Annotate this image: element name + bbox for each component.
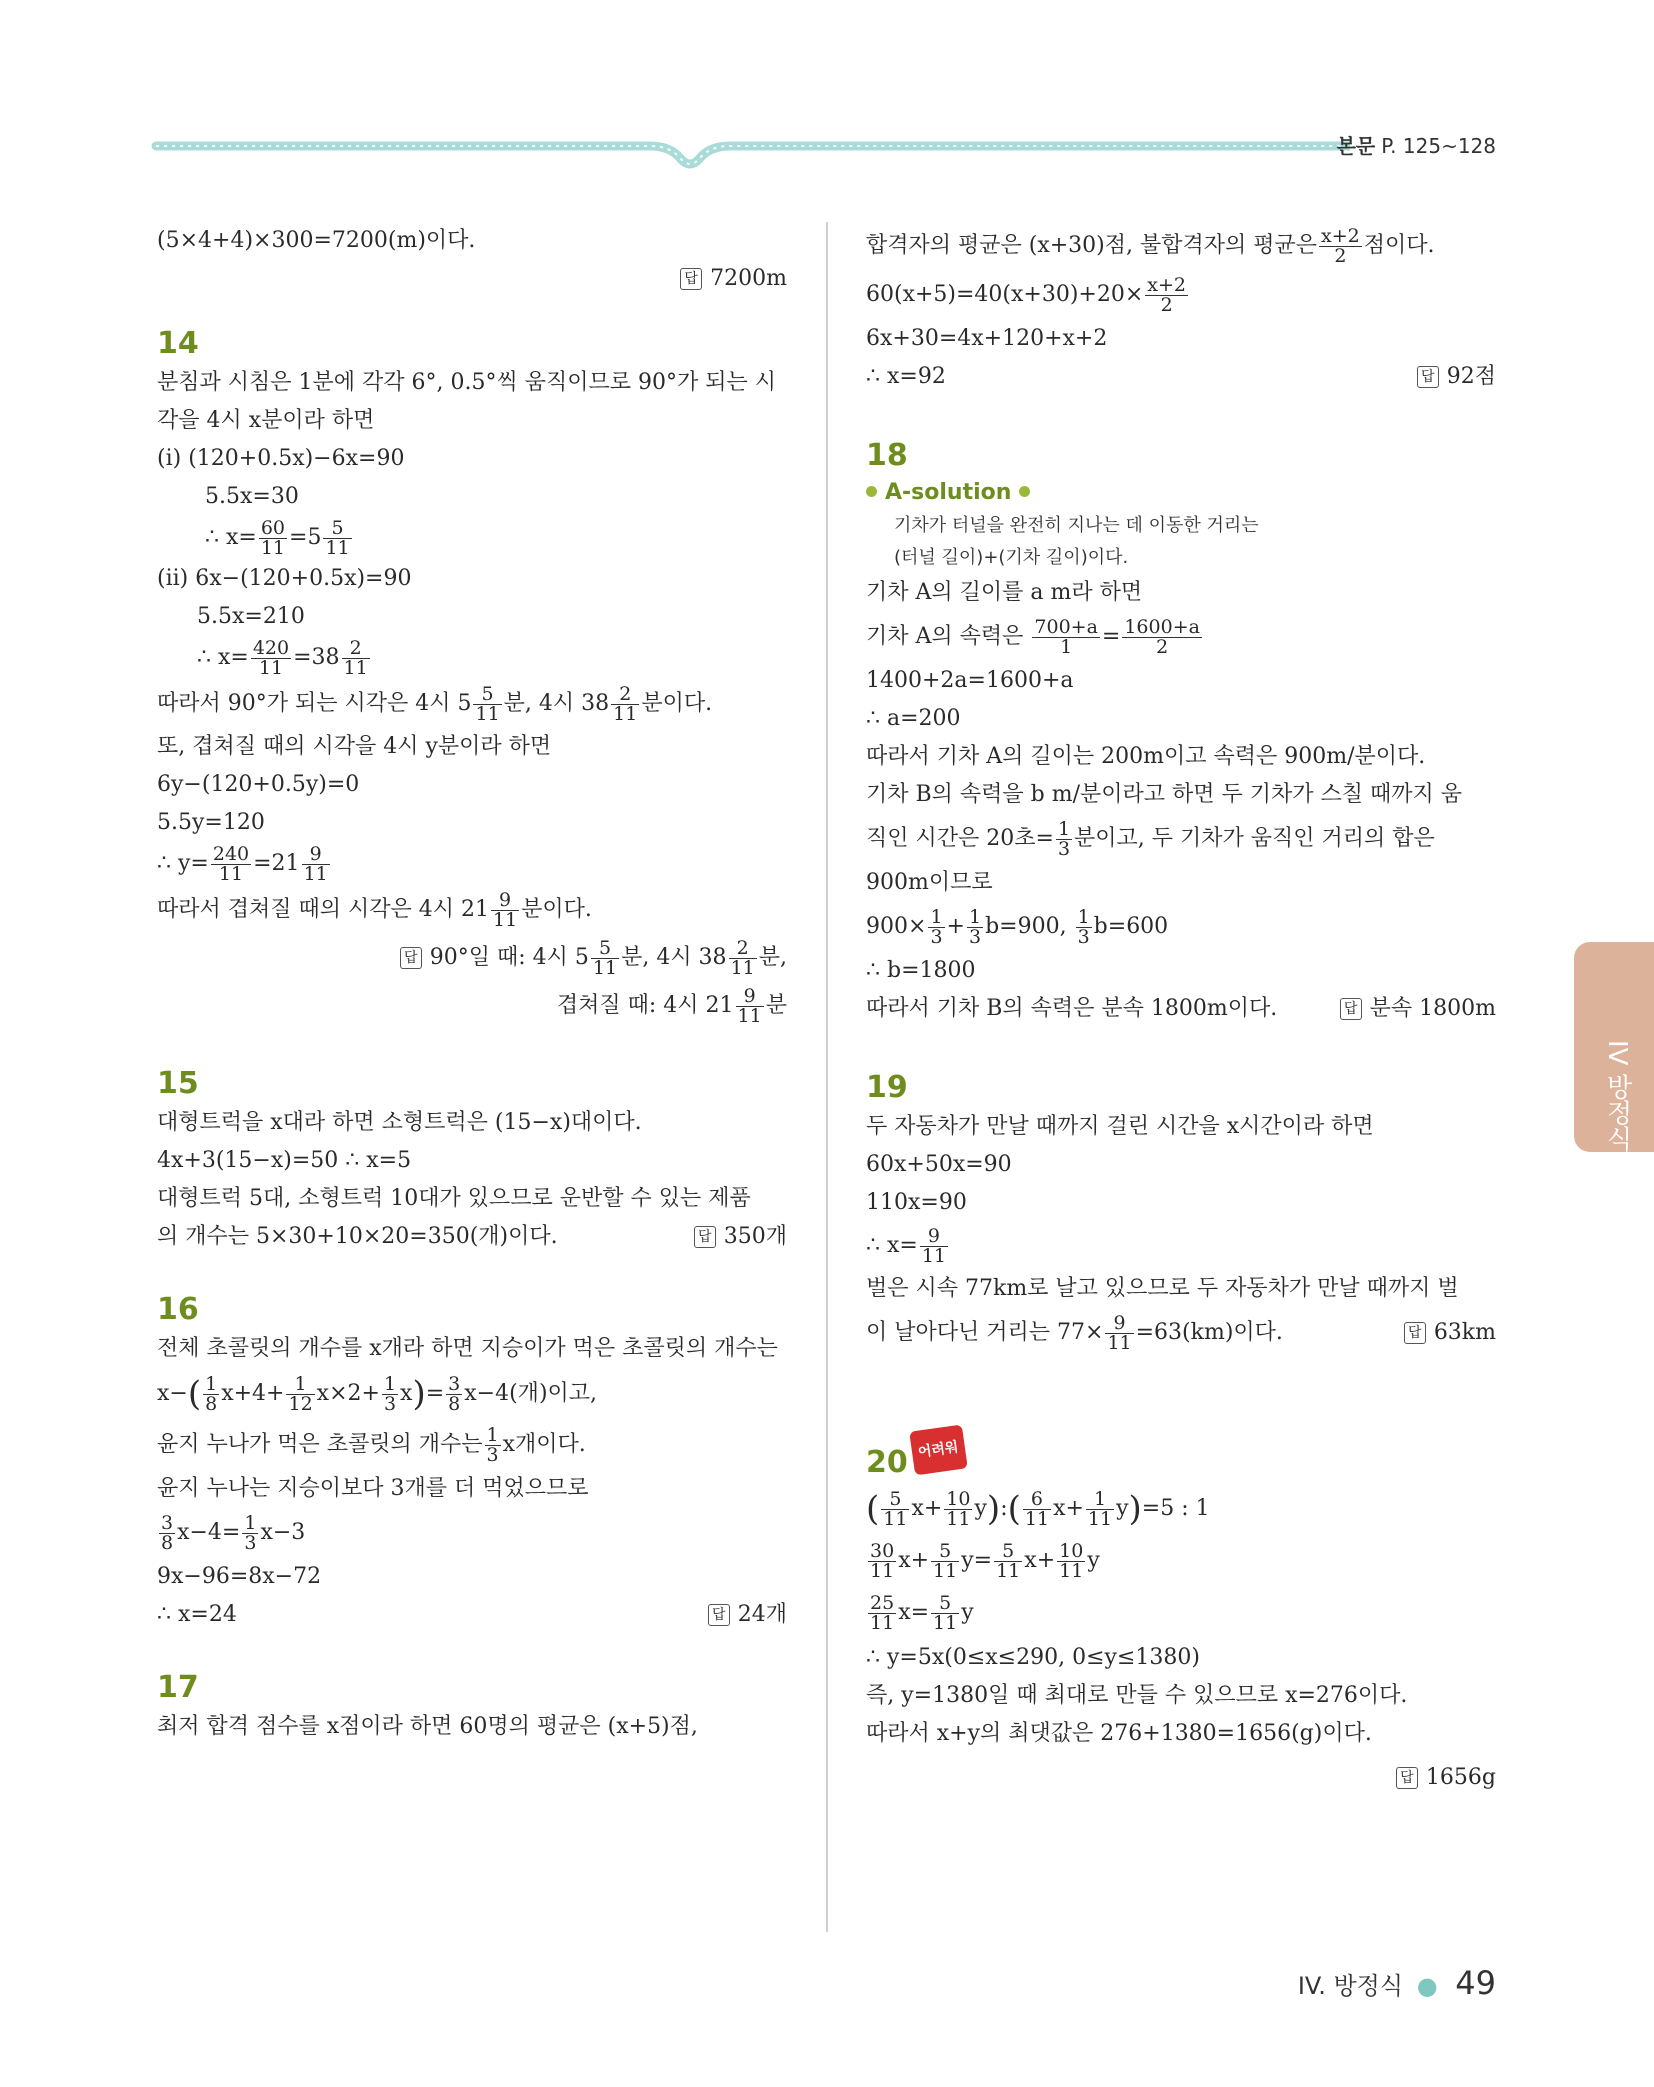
problem-18-number: 18 xyxy=(866,438,908,473)
footer-chapter: IV. 방정식 xyxy=(1297,1972,1404,2000)
p14-case1: 5.5x=30 xyxy=(205,484,299,509)
p18-text: ∴ b=1800 xyxy=(866,958,976,983)
p16-text: 전체 초콜릿의 개수를 x개라 하면 지승이가 먹은 초콜릿의 개수는 xyxy=(157,1336,778,1361)
p14-conclusion: 따라서 90°가 되는 시각은 4시 5 $\frac{5}{11}$ 분, 4시 38 $\frac{2}{11}$ 분이다. xyxy=(157,682,713,725)
p20-text: 따라서 x+y의 최댓값은 276+1380=1656(g)이다. xyxy=(866,1721,1372,1746)
p20-answer: 답 1656g xyxy=(866,1759,1496,1797)
p17-equation: 60(x+5)=40(x+30)+20× $\frac{x+2}{2}$ xyxy=(866,273,1187,316)
p14-overlap-conclusion: 따라서 겹쳐질 때의 시각은 4시 21 $\frac{9}{11}$ 분이다. xyxy=(157,888,592,931)
p17-text: 6x+30=4x+120+x+2 xyxy=(866,326,1108,351)
p14-answer: 답 90°일 때: 4시 5 $\frac{5}{11}$ 분, 4시 38 $\frac{2}{11}$ 분, xyxy=(157,934,787,982)
chapter-side-tab-label: IV 방정식 xyxy=(1602,1040,1632,1152)
answer-icon: 답 xyxy=(1404,1322,1426,1344)
p16-text: 9x−96=8x−72 xyxy=(157,1564,322,1589)
problem-17-number: 17 xyxy=(157,1670,199,1705)
p15-text: 대형트럭을 x대라 하면 소형트럭은 (15−x)대이다. xyxy=(157,1110,642,1135)
p18-text: ∴ a=200 xyxy=(866,706,961,731)
bullet-icon xyxy=(1019,486,1030,497)
page-number: 49 xyxy=(1455,1964,1496,2002)
p16-equation: $\frac{3}{8}$ x−4= $\frac{1}{3}$ x−3 xyxy=(161,1511,306,1554)
p15-text: 대형트럭 5대, 소형트럭 10대가 있으므로 운반할 수 있는 제품 xyxy=(157,1186,751,1211)
p14-text: 분침과 시침은 1분에 각각 6°, 0.5°씩 움직이므로 90°가 되는 시 xyxy=(157,370,776,395)
problem-16-number: 16 xyxy=(157,1292,199,1327)
problem-14-number: 14 xyxy=(157,326,199,361)
p19-text: 60x+50x=90 xyxy=(866,1152,1012,1177)
p18-text: 900m이므로 xyxy=(866,870,993,895)
p16-text: 윤지 누나는 지승이보다 3개를 더 먹었으므로 xyxy=(157,1476,589,1501)
page-reference: 본문 P. 125~128 xyxy=(1336,134,1496,158)
a-solution-label: A-solution xyxy=(866,476,1496,510)
p14-case1-result: ∴ x= $\frac{60}{11}$ =5 $\frac{5}{11}$ xyxy=(205,516,350,559)
p17-result: ∴ x=92 답 92점 xyxy=(866,364,1496,389)
problem-20-number: 20 어려워 xyxy=(866,1428,1496,1483)
p18-text: 1400+2a=1600+a xyxy=(866,668,1074,693)
left-column xyxy=(157,222,787,1746)
lightbulb-icon: ● xyxy=(1416,1972,1438,2000)
p18-equation: 기차 A의 속력은 $\frac{700+a}{1}$ = $\frac{1600+a}{2}$ xyxy=(866,615,1200,658)
p17-text: 합격자의 평균은 (x+30)점, 불합격자의 평균은 $\frac{x+2}{2}$ 점이다. xyxy=(866,224,1435,267)
header-wave xyxy=(150,126,1350,182)
answer-icon: 답 xyxy=(694,1226,716,1248)
p19-text: 두 자동차가 만날 때까지 걸린 시간을 x시간이라 하면 xyxy=(866,1114,1374,1139)
page-footer xyxy=(1298,1964,1496,2002)
column-divider xyxy=(826,222,828,1932)
p15-text: 4x+3(15−x)=50 ∴ x=5 xyxy=(157,1148,412,1173)
a-solution-text: (터널 길이)+(기차 길이)이다. xyxy=(894,547,1129,568)
answer-icon: 답 xyxy=(1340,998,1362,1020)
intro-line: (5×4+4)×300=7200(m)이다. xyxy=(157,228,476,253)
bullet-icon xyxy=(866,486,877,497)
problem-15-number: 15 xyxy=(157,1066,199,1101)
p14-case2-result: ∴ x= $\frac{420}{11}$ =38 $\frac{2}{11}$ xyxy=(197,636,368,679)
p20-equation: $\frac{30}{11}$ x+ $\frac{5}{11}$ y= $\frac{5}{11}$ x+ $\frac{10}{11}$ y xyxy=(870,1539,1100,1582)
right-column xyxy=(866,222,1496,1797)
answer-icon: 답 xyxy=(708,1604,730,1626)
p16-text: 윤지 누나가 먹은 초콜릿의 개수는 $\frac{1}{3}$ x개이다. xyxy=(157,1423,586,1466)
p20-equation: ( $\frac{5}{11}$ x+ $\frac{10}{11}$ y):( $\frac{6}{11}$ x+ $\frac{1}{11}$ y)=5 : 1 xyxy=(866,1487,1210,1530)
p18-result: 따라서 기차 B의 속력은 분속 1800m이다. 답 분속 1800m xyxy=(866,996,1496,1021)
p19-text: 벌은 시속 77km로 날고 있으므로 두 자동차가 만날 때까지 벌 xyxy=(866,1276,1459,1301)
p14-text: 또, 겹쳐질 때의 시각을 4시 y분이라 하면 xyxy=(157,734,552,759)
p14-answer: 겹쳐질 때: 4시 21 $\frac{9}{11}$ 분 xyxy=(556,984,787,1027)
p19-text: 110x=90 xyxy=(866,1190,967,1215)
p16-equation: x−( $\frac{1}{8}$ x+4+ $\frac{1}{12}$ x×2+ $\frac{1}{3}$ x)= $\frac{3}{8}$ x−4(개)이고, xyxy=(157,1372,598,1415)
p17-text: 최저 합격 점수를 x점이라 하면 60명의 평균은 (x+5)점, xyxy=(157,1714,698,1739)
p20-equation: $\frac{25}{11}$ x= $\frac{5}{11}$ y xyxy=(870,1591,974,1634)
answer-icon: 답 xyxy=(680,268,702,290)
p14-overlap-result: ∴ y= $\frac{240}{11}$ =21 $\frac{9}{11}$ xyxy=(157,842,328,885)
p20-text: ∴ y=5x(0≤x≤290, 0≤y≤1380) xyxy=(866,1645,1200,1670)
p14-text: 각을 4시 x분이라 하면 xyxy=(157,408,375,433)
p18-text: 따라서 기차 A의 길이는 200m이고 속력은 900m/분이다. xyxy=(866,744,1426,769)
p16-result: ∴ x=24 답 24개 xyxy=(157,1602,787,1627)
p14-case2: (ii) 6x−(120+0.5x)=90 xyxy=(157,566,412,591)
answer-icon: 답 xyxy=(1417,366,1439,388)
p19-result: ∴ x= $\frac{9}{11}$ xyxy=(866,1224,947,1267)
difficulty-badge: 어려워 xyxy=(909,1425,967,1476)
p14-case2: 5.5x=210 xyxy=(197,604,305,629)
p18-equation: 900× $\frac{1}{3}$ + $\frac{1}{3}$ b=900, $\frac{1}{3}$ b=600 xyxy=(866,905,1169,948)
p14-text: 6y−(120+0.5y)=0 xyxy=(157,772,360,797)
p18-text: 직인 시간은 20초= $\frac{1}{3}$ 분이고, 두 기차가 움직인 거리의 합은 xyxy=(866,817,1435,860)
p20-text: 즉, y=1380일 때 최대로 만들 수 있으므로 x=276이다. xyxy=(866,1683,1408,1708)
p14-case1: (i) (120+0.5x)−6x=90 xyxy=(157,446,405,471)
answer-icon: 답 xyxy=(1396,1767,1418,1789)
intro-answer: 답 7200m xyxy=(157,260,787,298)
p19-conclusion: 이 날아다닌 거리는 77× $\frac{9}{11}$ =63(km)이다. 답 63km xyxy=(866,1311,1496,1354)
p15-text-answer: 의 개수는 5×30+10×20=350(개)이다. 답 350개 xyxy=(157,1224,787,1249)
answer-icon: 답 xyxy=(400,947,422,969)
a-solution-text: 기차가 터널을 완전히 지나는 데 이동한 거리는 xyxy=(894,515,1259,536)
p18-text: 기차 B의 속력을 b m/분이라고 하면 두 기차가 스칠 때까지 움 xyxy=(866,782,1463,807)
p18-text: 기차 A의 길이를 a m라 하면 xyxy=(866,580,1143,605)
p14-text: 5.5y=120 xyxy=(157,810,265,835)
problem-19-number: 19 xyxy=(866,1070,908,1105)
